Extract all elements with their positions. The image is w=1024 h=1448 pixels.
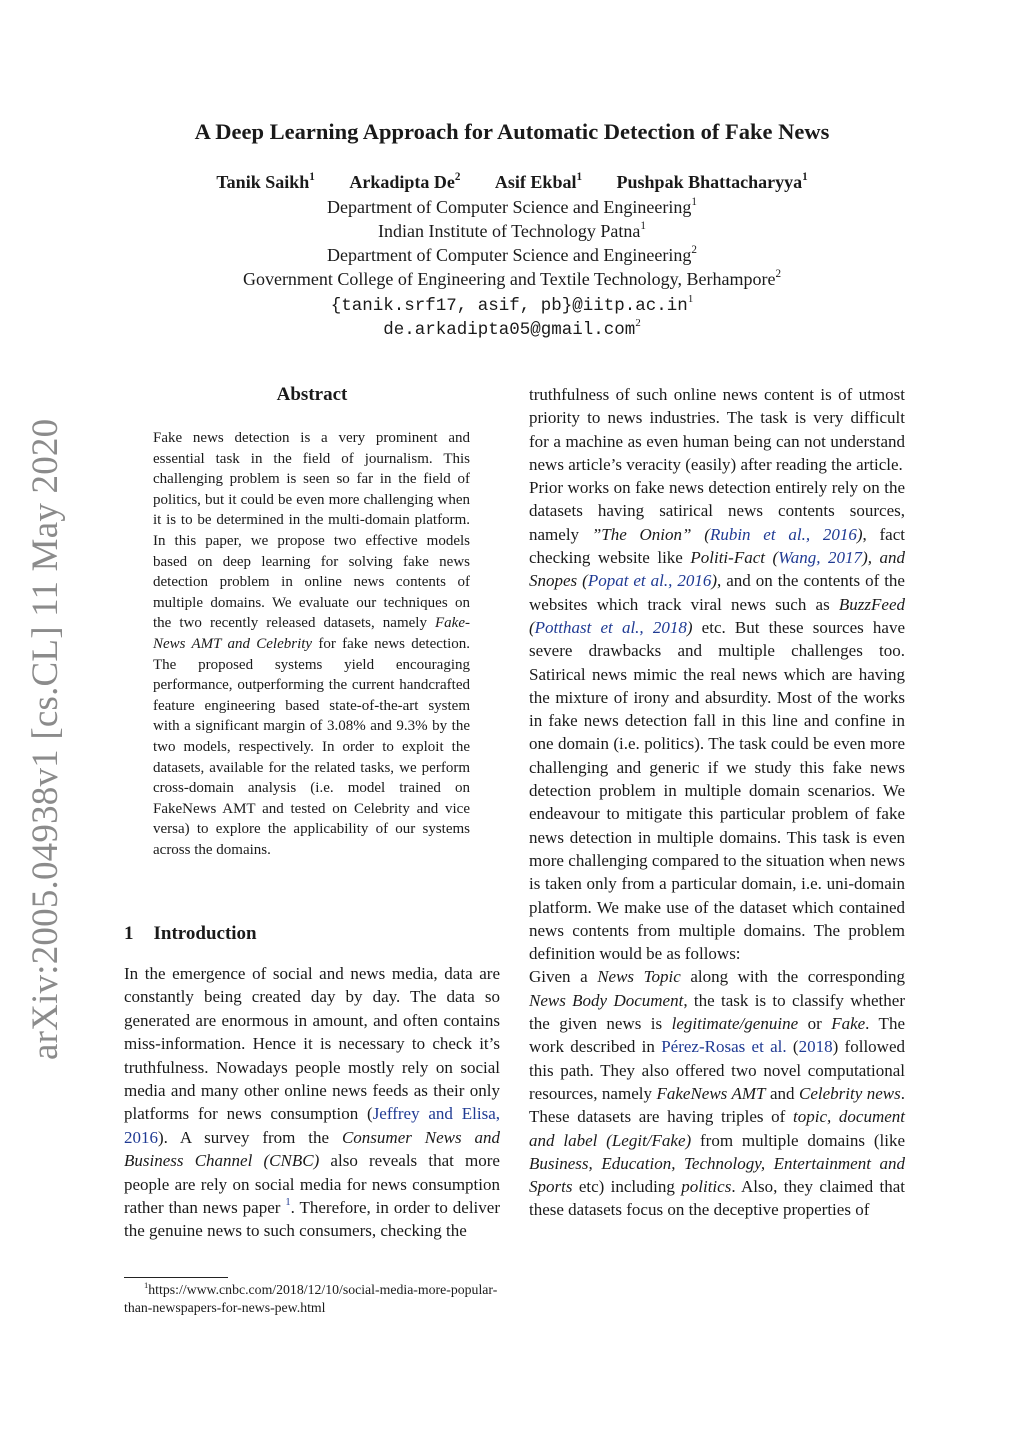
- author-list: [0, 172, 1024, 193]
- paragraph: Given a News Topic along with the corresponding News Body Document, the task is to classify whether the given news is legitimate/genuine or Fake. The work described in Pérez-Rosas et al. (2018) followed this path. They also offered two novel computational resources, namely FakeNews AMT and Celebrity news. These datasets are having triples of topic, document and label (Legit/Fake) from multiple domains (like Business, Education, Technology, Entertainment and Sports etc) including politics. Also, they claimed that these datasets focus on the deceptive properties of: [529, 967, 906, 1220]
- abstract-text: Fake news detection is a very prominent and essential task in the field of journalism. This challenging problem is seen so far in the field of politics, but it could be even more challenging when it is to be determined in the multi-domain platform. In this paper, we propose two effective models based on deep learning for solving fake news detection problem in online news contents of multiple domains. We evaluate our techniques on the two recently released datasets, namely Fake-News AMT and Celebrity for fake news detection. The proposed systems yield encouraging performance, outperforming the current handcrafted feature engineering based state-of-the-art system with a significant margin of 3.08% and 9.3% by the two models, respectively. In order to exploit the datasets, available for the related tasks, we perform cross-domain analysis (i.e. model trained on FakeNews AMT and tested on Celebrity and vice versa) to explore the applicability of our systems across the domains.: [153, 430, 470, 858]
- citation-link[interactable]: Pérez-Rosas et al.: [661, 1037, 787, 1057]
- citation-link[interactable]: Wang, 2017: [778, 548, 863, 568]
- affiliation: Government College of Engineering and Textile Technology, Berhampore$^2$: [242, 267, 782, 289]
- citation-link[interactable]: Rubin et al., 2016: [709, 524, 857, 544]
- footnote-rule: [124, 1277, 228, 1278]
- footnote-marker[interactable]: 1: [285, 1197, 291, 1209]
- author: Pushpak Bhattacharyya$^1$: [616, 170, 808, 192]
- intro-paragraph: In the emergence of social and news media, data are constantly being created day by day. The data so generated are enormous in amount, and often contains miss-information. Hence it is necessary to check it’s truthfulness. Nowadays people mostly rely on social media and many other online news feeds as their only platforms for news consumption (Jeffrey and Elisa, 2016). A survey from the Consumer News and Business Channel (CNBC) also reveals that more people are rely on social media for news consumption rather than news paper $^1$. Therefore, in order to deliver the genuine news to such consumers, checking the: [124, 964, 501, 1241]
- citation-link[interactable]: Jeffrey and Elisa, 2016: [124, 1104, 500, 1147]
- author: Tanik Saikh$^1$: [216, 170, 315, 192]
- citation-link[interactable]: 2018: [798, 1037, 833, 1057]
- affiliation: Department of Computer Science and Engineering$^2$: [327, 243, 697, 265]
- citation-link[interactable]: Popat et al., 2016: [587, 571, 712, 591]
- citation-link[interactable]: Potthast et al., 2018: [534, 617, 687, 637]
- affiliation: Department of Computer Science and Engineering$^1$: [327, 195, 697, 217]
- email-line: de.arkadipta05@gmail.com$^2$: [383, 317, 641, 340]
- affiliation: Indian Institute of Technology Patna$^1$: [378, 219, 646, 241]
- abstract-heading: Abstract: [276, 384, 348, 405]
- author: Asif Ekbal$^1$: [494, 170, 583, 192]
- section-heading: 1 Introduction: [124, 923, 257, 944]
- author: Arkadipta De$^2$: [349, 170, 461, 192]
- right-column: [529, 383, 905, 1222]
- email-line: {tanik.srf17, asif, $pb\}@iitp.ac.in^1$: [330, 293, 694, 316]
- arxiv-identifier: arXiv:2005.04938v1 [cs.CL] 11 May 2020: [25, 418, 66, 1060]
- paragraph: truthfulness of such online news content is of utmost priority to news industries. The task is very difficult for a machine as even human being can not understand news article’s veracity (easily) after reading the article.: [529, 385, 905, 474]
- footnote: $^1$https://www.cnbc.com/2018/12/10/social-media-more-popular-than-newspapers-for-news-pew.html: [124, 1279, 498, 1315]
- paper-title: A Deep Learning Approach for Automatic Detection of Fake News: [194, 119, 830, 144]
- footnote-url[interactable]: https://www.cnbc.com/2018/12/10/social-media-more-popular-than-newspapers-for-news-pew.html: [124, 1282, 498, 1315]
- paragraph: Prior works on fake news detection entirely rely on the datasets having satirical news contents sources, namely ”The Onion” (Rubin et al., 2016), fact checking website like Politi-Fact (Wang, 2017), and Snopes (Popat et al., 2016), and on the contents of the websites which track viral news such as BuzzFeed (Potthast et al., 2018) etc. But these sources have severe drawbacks and multiple challenges too. Satirical news mimic the real news which are having the mixture of irony and absurdity. Most of the works in fake news detection fall in this line and confine in one domain (i.e. politics). The task could be even more challenging and generic if we study this fake news detection problem in multiple domain scenarios. We endeavour to mitigate this particular problem of fake news detection in multiple domains. This task is even more challenging compared to the situation when news is taken only from a particular domain, i.e. uni-domain platform. We make use of the dataset which contained news contents from multiple domains. The problem definition would be as follows:: [529, 478, 906, 964]
